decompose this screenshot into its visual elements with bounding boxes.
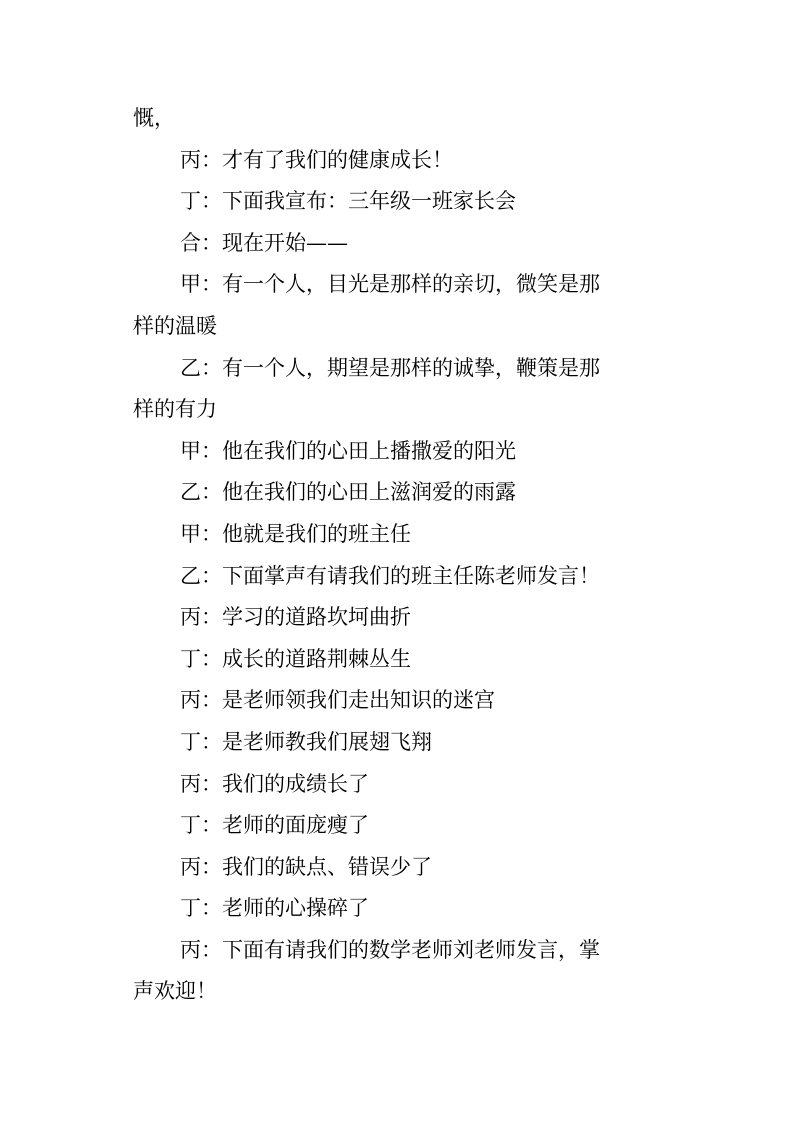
text-line: 丙：我们的成绩长了 (180, 771, 369, 796)
text-line: 丁：成长的道路荆棘丛生 (180, 646, 411, 671)
text-line: 样的温暖 (133, 313, 217, 338)
text-line: 乙：下面掌声有请我们的班主任陈老师发言！ (180, 563, 600, 588)
document-body (133, 98, 663, 1013)
text-line: 丙：我们的缺点、错误少了 (180, 854, 432, 879)
text-line: 合：现在开始—— (180, 230, 348, 255)
text-line: 慨， (133, 106, 175, 130)
text-line: 丙：是老师领我们走出知识的迷宫 (180, 688, 495, 713)
text-line: 甲：他就是我们的班主任 (180, 521, 411, 546)
text-line: 声欢迎！ (133, 979, 217, 1004)
text-line: 丁：是老师教我们展翅飞翔 (180, 729, 432, 754)
text-line: 丙：下面有请我们的数学老师刘老师发言，掌 (180, 937, 600, 962)
text-line: 丁：下面我宣布：三年级一班家长会 (180, 189, 516, 214)
text-line: 乙：他在我们的心田上滋润爱的雨露 (180, 480, 516, 505)
text-line: 甲：他在我们的心田上播撒爱的阳光 (180, 438, 516, 463)
text-line: 乙：有一个人，期望是那样的诚挚，鞭策是那 (180, 355, 600, 380)
text-line: 丁：老师的心操碎了 (180, 896, 369, 921)
text-line: 样的有力 (133, 397, 217, 422)
text-line: 丙：学习的道路坎坷曲折 (180, 605, 411, 630)
text-line: 丁：老师的面庞瘦了 (180, 813, 369, 838)
text-line: 丙：才有了我们的健康成长！ (180, 147, 453, 172)
text-line: 甲：有一个人，目光是那样的亲切，微笑是那 (180, 272, 600, 297)
